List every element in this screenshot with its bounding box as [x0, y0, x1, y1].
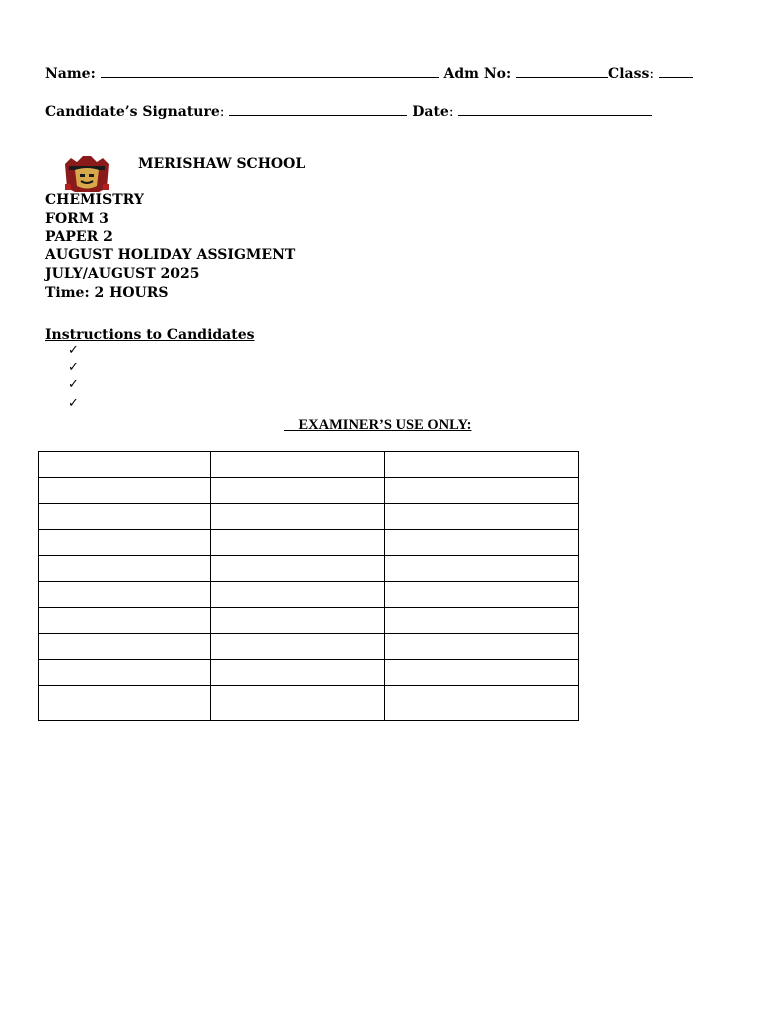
class-colon: :: [649, 66, 655, 82]
adm-no-field[interactable]: [516, 64, 608, 78]
table-cell[interactable]: [385, 582, 579, 608]
form-level: FORM 3: [45, 211, 109, 227]
instructions-title: Instructions to Candidates: [45, 327, 255, 343]
table-cell[interactable]: [39, 608, 211, 634]
check-icon: ✓: [68, 377, 79, 392]
table-cell[interactable]: [385, 452, 579, 478]
table-cell[interactable]: [385, 686, 579, 721]
table-cell[interactable]: [211, 582, 385, 608]
table-cell[interactable]: [211, 634, 385, 660]
table-cell[interactable]: [39, 530, 211, 556]
date-colon: :: [448, 104, 454, 120]
table-row: [39, 608, 579, 634]
subject: CHEMISTRY: [45, 192, 144, 208]
table-cell[interactable]: [211, 556, 385, 582]
check-icon: ✓: [68, 396, 79, 411]
name-field[interactable]: [101, 64, 439, 78]
examiner-title: EXAMINER’S USE ONLY:: [298, 417, 472, 433]
class-label: Class: [608, 66, 650, 82]
table-cell[interactable]: [39, 634, 211, 660]
table-cell[interactable]: [385, 478, 579, 504]
table-cell[interactable]: [211, 608, 385, 634]
table-cell[interactable]: [385, 634, 579, 660]
table-row: [39, 452, 579, 478]
paper-number: PAPER 2: [45, 229, 113, 245]
table-cell[interactable]: [385, 530, 579, 556]
name-label: Name:: [45, 66, 96, 82]
class-field[interactable]: [659, 64, 693, 78]
exam-time: Time: 2 HOURS: [45, 285, 169, 301]
assignment-title: AUGUST HOLIDAY ASSIGMENT: [45, 247, 296, 263]
date-label: Date: [412, 104, 449, 120]
examiner-table: [38, 451, 579, 721]
table-cell[interactable]: [385, 608, 579, 634]
table-cell[interactable]: [39, 452, 211, 478]
table-row: [39, 634, 579, 660]
date-field[interactable]: [458, 102, 652, 116]
table-cell[interactable]: [39, 478, 211, 504]
school-logo-icon: [63, 154, 111, 194]
table-cell[interactable]: [39, 686, 211, 721]
school-name: MERISHAW SCHOOL: [138, 156, 306, 172]
table-cell[interactable]: [211, 478, 385, 504]
table-cell[interactable]: [385, 660, 579, 686]
table-cell[interactable]: [211, 504, 385, 530]
table-cell[interactable]: [211, 686, 385, 721]
signature-row: [45, 102, 652, 121]
table-cell[interactable]: [211, 530, 385, 556]
table-cell[interactable]: [211, 452, 385, 478]
table-cell[interactable]: [39, 504, 211, 530]
adm-no-label: Adm No:: [443, 66, 512, 82]
signature-label: Candidate’s Signature: [45, 104, 220, 120]
table-row: [39, 582, 579, 608]
table-cell[interactable]: [39, 556, 211, 582]
check-icon: ✓: [68, 360, 79, 375]
name-row: [45, 64, 693, 83]
signature-colon: :: [219, 104, 225, 120]
table-row: [39, 504, 579, 530]
table-cell[interactable]: [39, 660, 211, 686]
check-icon: ✓: [68, 343, 79, 358]
table-row: [39, 660, 579, 686]
table-cell[interactable]: [385, 556, 579, 582]
table-cell[interactable]: [211, 660, 385, 686]
signature-field[interactable]: [229, 102, 407, 116]
table-row: [39, 686, 579, 721]
table-cell[interactable]: [385, 504, 579, 530]
table-cell[interactable]: [39, 582, 211, 608]
exam-period: JULY/AUGUST 2025: [45, 266, 200, 282]
table-row: [39, 556, 579, 582]
table-row: [39, 530, 579, 556]
table-row: [39, 478, 579, 504]
